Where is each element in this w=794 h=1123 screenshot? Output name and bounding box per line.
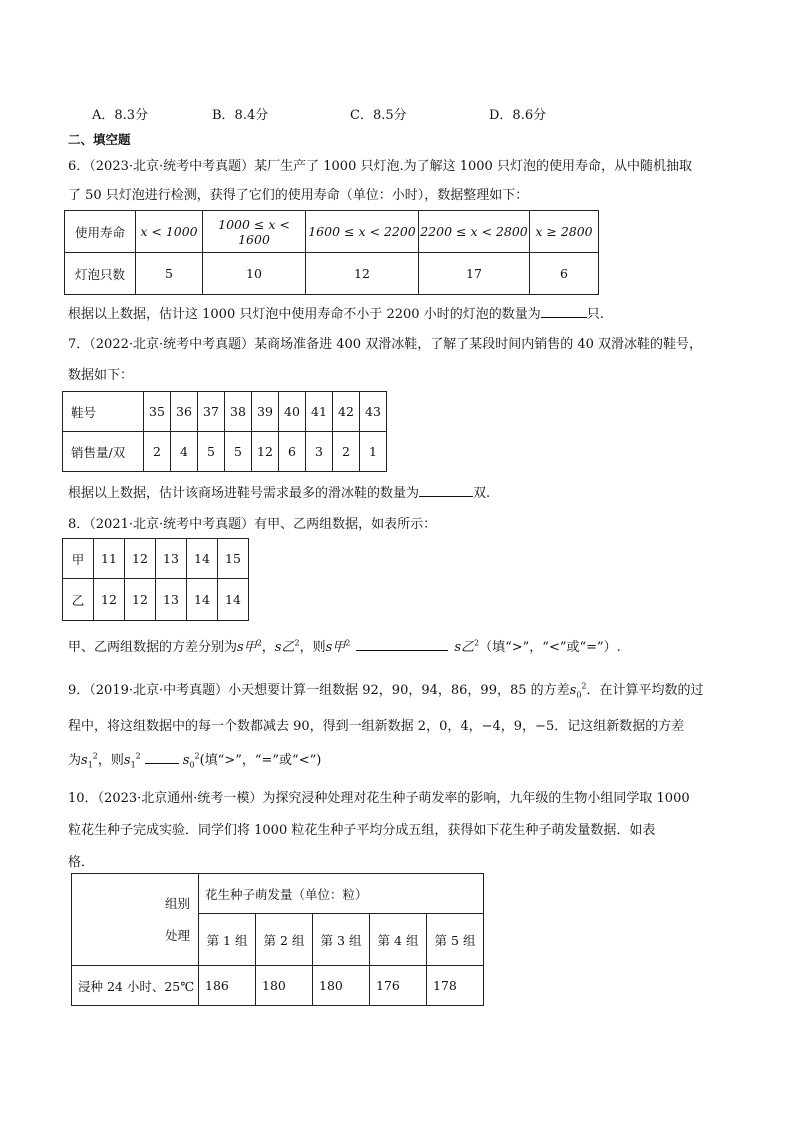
q7-line1: 7．（2022·北京·统考中考真题）某商场准备进 400 双滑冰鞋，了解了某段时间内销售的 40 双滑冰鞋的鞋号， <box>68 337 703 352</box>
q8-fill-hint: （填“>”，“<”或“=”）. <box>479 640 621 655</box>
q9-exp: 2 <box>194 751 200 761</box>
q7-sale: 1 <box>360 432 387 472</box>
q10-corner-bottom: 处理 <box>164 928 190 943</box>
q7-table <box>62 391 387 472</box>
q7-answer-line <box>68 482 490 501</box>
q10-group: 第 4 组 <box>370 914 427 966</box>
q8-answer-line <box>68 636 621 655</box>
q10-line1: 10．（2023·北京通州·统考一模）为探究浸种处理对花生种子萌发率的影响，九年级的生物小组同学取 1000 <box>68 791 690 806</box>
q8-s-yi: s乙 <box>454 640 475 655</box>
q9-text: 为 <box>68 753 82 768</box>
q6-header-range: x ≥ 2800 <box>530 211 599 253</box>
q7-size: 42 <box>333 392 360 432</box>
q8-text: 甲、乙两组数据的方差分别为 <box>68 640 238 655</box>
q9-s1: s <box>81 753 88 768</box>
q6-header-range: 1000 ≤ x < 1600 <box>203 211 306 253</box>
q6-answer-line <box>68 303 604 322</box>
q7-size: 38 <box>225 392 252 432</box>
q6-answer-text: 根据以上数据，估计这 1000 只灯泡中使用寿命不小于 2200 小时的灯泡的数量为 <box>68 307 541 322</box>
q10-group: 第 1 组 <box>199 914 256 966</box>
q8-cell: 14 <box>218 579 249 621</box>
q9-fill-hint: (填“>”，“=”或“<”) <box>199 753 322 768</box>
q7-sale: 5 <box>198 432 225 472</box>
q7-sale: 2 <box>144 432 171 472</box>
option-a: A．8.3分 <box>92 108 149 123</box>
q8-s-yi: s乙 <box>274 640 295 655</box>
q7-sale: 12 <box>252 432 279 472</box>
q7-size: 36 <box>171 392 198 432</box>
q9-s0: s <box>182 753 190 768</box>
q7-row1-label: 鞋号 <box>63 392 144 432</box>
q8-then: ，则 <box>299 640 326 655</box>
q6-answer-unit: 只. <box>586 307 604 322</box>
q9-sub0: 0 <box>189 760 195 770</box>
q6-blank <box>541 305 587 318</box>
q6-cell: 17 <box>419 253 530 295</box>
q6-header-range: x < 1000 <box>136 211 203 253</box>
q8-row2-label: 乙 <box>63 579 94 621</box>
q8-cell: 13 <box>156 579 187 621</box>
q9-text: ，则 <box>97 753 124 768</box>
q8-exp: 2 <box>256 638 262 648</box>
q9-text: 9．（2019·北京·中考真题）小天想要计算一组数据 92，90，94，86，99，85 的方差 <box>68 683 570 698</box>
q8-cell: 12 <box>125 579 156 621</box>
q7-sale: 5 <box>225 432 252 472</box>
q10-table <box>71 873 484 1006</box>
q10-line2: 粒花生种子完成实验．同学们将 1000 粒花生种子平均分成五组，获得如下花生种子萌发量数据．如表 <box>68 823 656 838</box>
q7-sale: 3 <box>306 432 333 472</box>
q6-row-label: 灯泡只数 <box>65 253 136 295</box>
q8-sep: ， <box>261 640 275 655</box>
q8-cell: 11 <box>94 539 125 579</box>
option-d: D．8.6分 <box>489 108 547 123</box>
q7-answer-text: 根据以上数据，估计该商场进鞋号需求最多的滑冰鞋的数量为 <box>68 486 420 501</box>
q10-group: 第 5 组 <box>427 914 484 966</box>
q7-size: 40 <box>279 392 306 432</box>
option-b: B．8.4分 <box>212 108 269 123</box>
q9-exp: 2 <box>581 681 587 691</box>
q8-row1-label: 甲 <box>63 539 94 579</box>
section-title: 二、填空题 <box>68 132 131 147</box>
q9-exp: 2 <box>92 751 98 761</box>
q10-value: 180 <box>313 966 370 1006</box>
q7-size: 37 <box>198 392 225 432</box>
q8-cell: 15 <box>218 539 249 579</box>
q9-s0: s <box>569 683 577 698</box>
q10-value: 178 <box>427 966 484 1006</box>
q8-cell: 14 <box>187 579 218 621</box>
q9-sub0: 0 <box>576 690 582 700</box>
q10-group: 第 2 组 <box>256 914 313 966</box>
q10-value: 180 <box>256 966 313 1006</box>
q8-blank <box>356 638 448 651</box>
q9-line1 <box>68 679 704 700</box>
q9-s1: s <box>123 753 131 768</box>
q7-size: 43 <box>360 392 387 432</box>
q7-line2: 数据如下： <box>68 368 134 383</box>
q6-header-label: 使用寿命 <box>65 211 136 253</box>
q6-header-range: 1600 ≤ x < 2200 <box>306 211 419 253</box>
q8-cell: 12 <box>125 539 156 579</box>
q10-row-label: 浸种 24 小时、25℃ <box>72 966 199 1006</box>
q10-group: 第 3 组 <box>313 914 370 966</box>
q10-corner-top: 组别 <box>164 896 190 911</box>
q6-header-range: 2200 ≤ x < 2800 <box>419 211 530 253</box>
q9-exp: 2 <box>135 751 141 761</box>
q8-cell: 12 <box>94 579 125 621</box>
q6-cell: 10 <box>203 253 306 295</box>
q6-table <box>64 210 599 295</box>
q6-cell: 12 <box>306 253 419 295</box>
q9-line2: 程中，将这组数据中的每一个数都减去 90，得到一组新数据 2，0，4，−4，9，−5．记这组新数据的方差 <box>68 719 685 734</box>
q7-sale: 2 <box>333 432 360 472</box>
q8-table <box>62 538 249 621</box>
option-c: C．8.5分 <box>350 108 407 123</box>
q9-line3 <box>68 749 321 770</box>
q6-cell: 6 <box>530 253 599 295</box>
q7-size: 39 <box>252 392 279 432</box>
q6-line2: 了 50 只灯泡进行检测，获得了它们的使用寿命（单位：小时），数据整理如下： <box>68 188 529 203</box>
q10-header: 花生种子萌发量（单位：粒） <box>199 874 484 914</box>
q8-exp: 2 <box>345 638 351 648</box>
q7-size: 41 <box>306 392 333 432</box>
q9-blank <box>145 751 179 764</box>
q7-row2-label: 销售量/双 <box>63 432 144 472</box>
q7-sale: 4 <box>171 432 198 472</box>
q9-text: ．在计算平均数的过 <box>586 683 704 698</box>
q8-exp: 2 <box>474 638 480 648</box>
q10-value: 176 <box>370 966 427 1006</box>
q8-s-jia: s甲 <box>325 640 346 655</box>
q9-sub1: 1 <box>87 760 93 770</box>
q6-line1: 6．（2023·北京·统考中考真题）某厂生产了 1000 只灯泡.为了解这 1000 只灯泡的使用寿命，从中随机抽取 <box>68 159 692 174</box>
q8-line1: 8．（2021·北京·统考中考真题）有甲、乙两组数据，如表所示： <box>68 517 437 532</box>
q8-cell: 13 <box>156 539 187 579</box>
q7-answer-unit: 双. <box>473 486 491 501</box>
q8-exp: 2 <box>294 638 300 648</box>
q10-value: 186 <box>199 966 256 1006</box>
q8-cell: 14 <box>187 539 218 579</box>
q6-cell: 5 <box>136 253 203 295</box>
q8-s-jia: s甲 <box>237 640 257 655</box>
q7-size: 35 <box>144 392 171 432</box>
q10-corner-cell <box>72 874 199 966</box>
q7-sale: 6 <box>279 432 306 472</box>
q9-sub1: 1 <box>130 760 136 770</box>
q7-blank <box>419 484 473 497</box>
q10-line3: 格． <box>68 855 95 870</box>
